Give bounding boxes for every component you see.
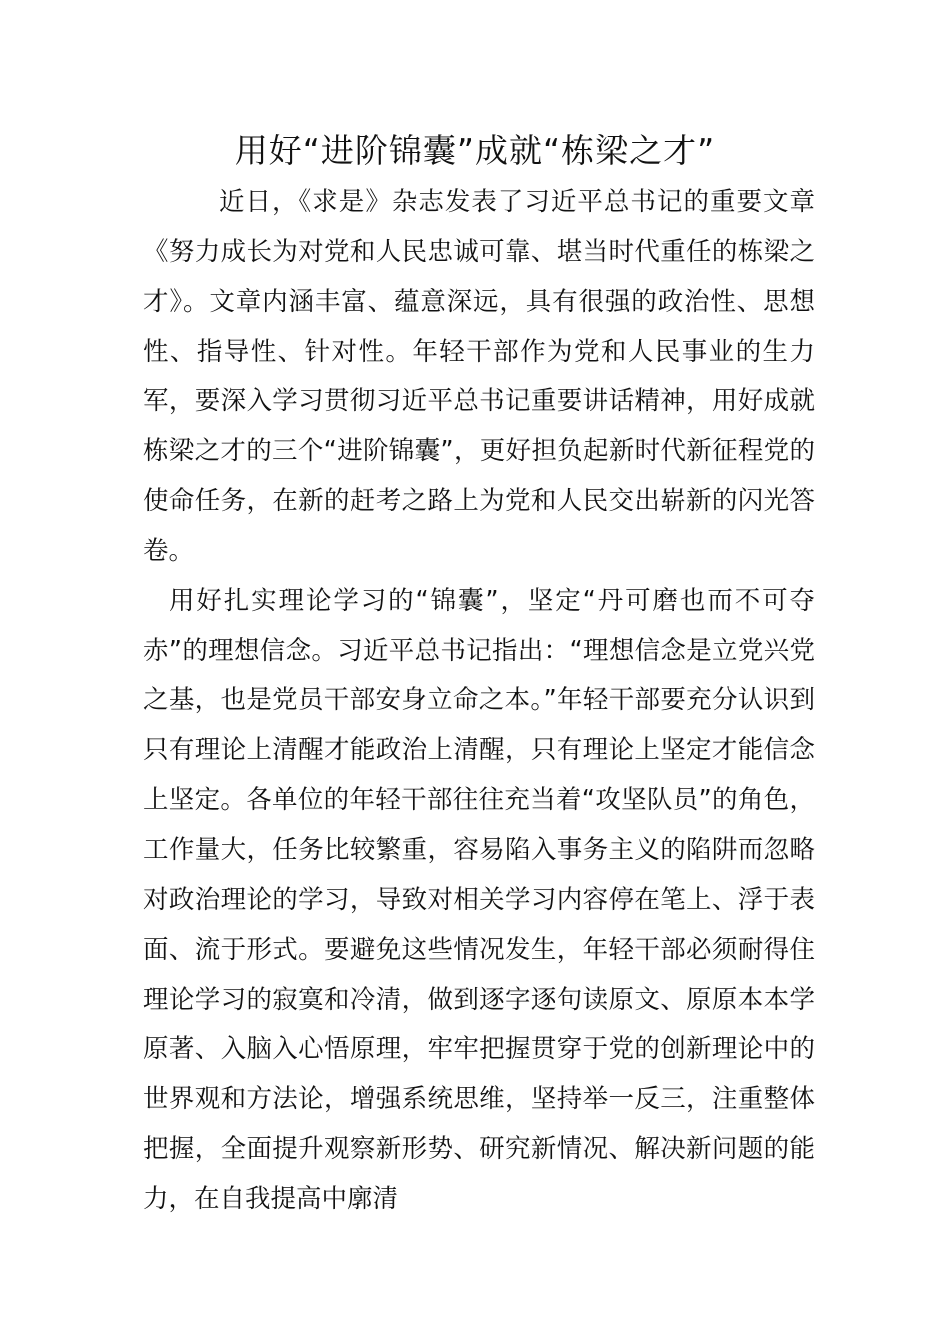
document-body xyxy=(143,178,815,1225)
paragraph-theory-study: 用好扎实理论学习的“锦囊”，坚定“丹可磨也而不可夺赤”的理想信念。习近平总书记指出：“理想信念是立党兴党之基，也是党员干部安身立命之本。”年轻干部要充分认识到只有理论上清醒才能政治上清醒，只有理论上坚定才能信念上坚定。各单位的年轻干部往往充当着“攻坚队员”的角色，工作量大，任务比较繁重，容易陷入事务主义的陷阱而忽略对政治理论的学习，导致对相关学习内容停在笔上、浮于表面、流于形式。要避免这些情况发生，年轻干部必须耐得住理论学习的寂寞和冷清，做到逐字逐句读原文、原原本本学原著、入脑入心悟原理，牢牢把握贯穿于党的创新理论中的世界观和方法论，增强系统思维，坚持举一反三，注重整体把握，全面提升观察新形势、研究新情况、解决新问题的能力，在自我提高中廓清 xyxy=(143,585,815,1214)
paragraph-intro: 近日，《求是》杂志发表了习近平总书记的重要文章《努力成长为对党和人民忠诚可靠、堪当时代重任的栋梁之才》。文章内涵丰富、蕴意深远，具有很强的政治性、思想性、指导性、针对性。年轻干部作为党和人民事业的生力军，要深入学习贯彻习近平总书记重要讲话精神，用好成就栋梁之才的三个“进阶锦囊”，更好担负起新时代新征程党的使命任务，在新的赶考之路上为党和人民交出崭新的闪光答卷。 xyxy=(143,187,815,566)
document-title: 用好“进阶锦囊”成就“栋梁之才” xyxy=(234,131,716,170)
